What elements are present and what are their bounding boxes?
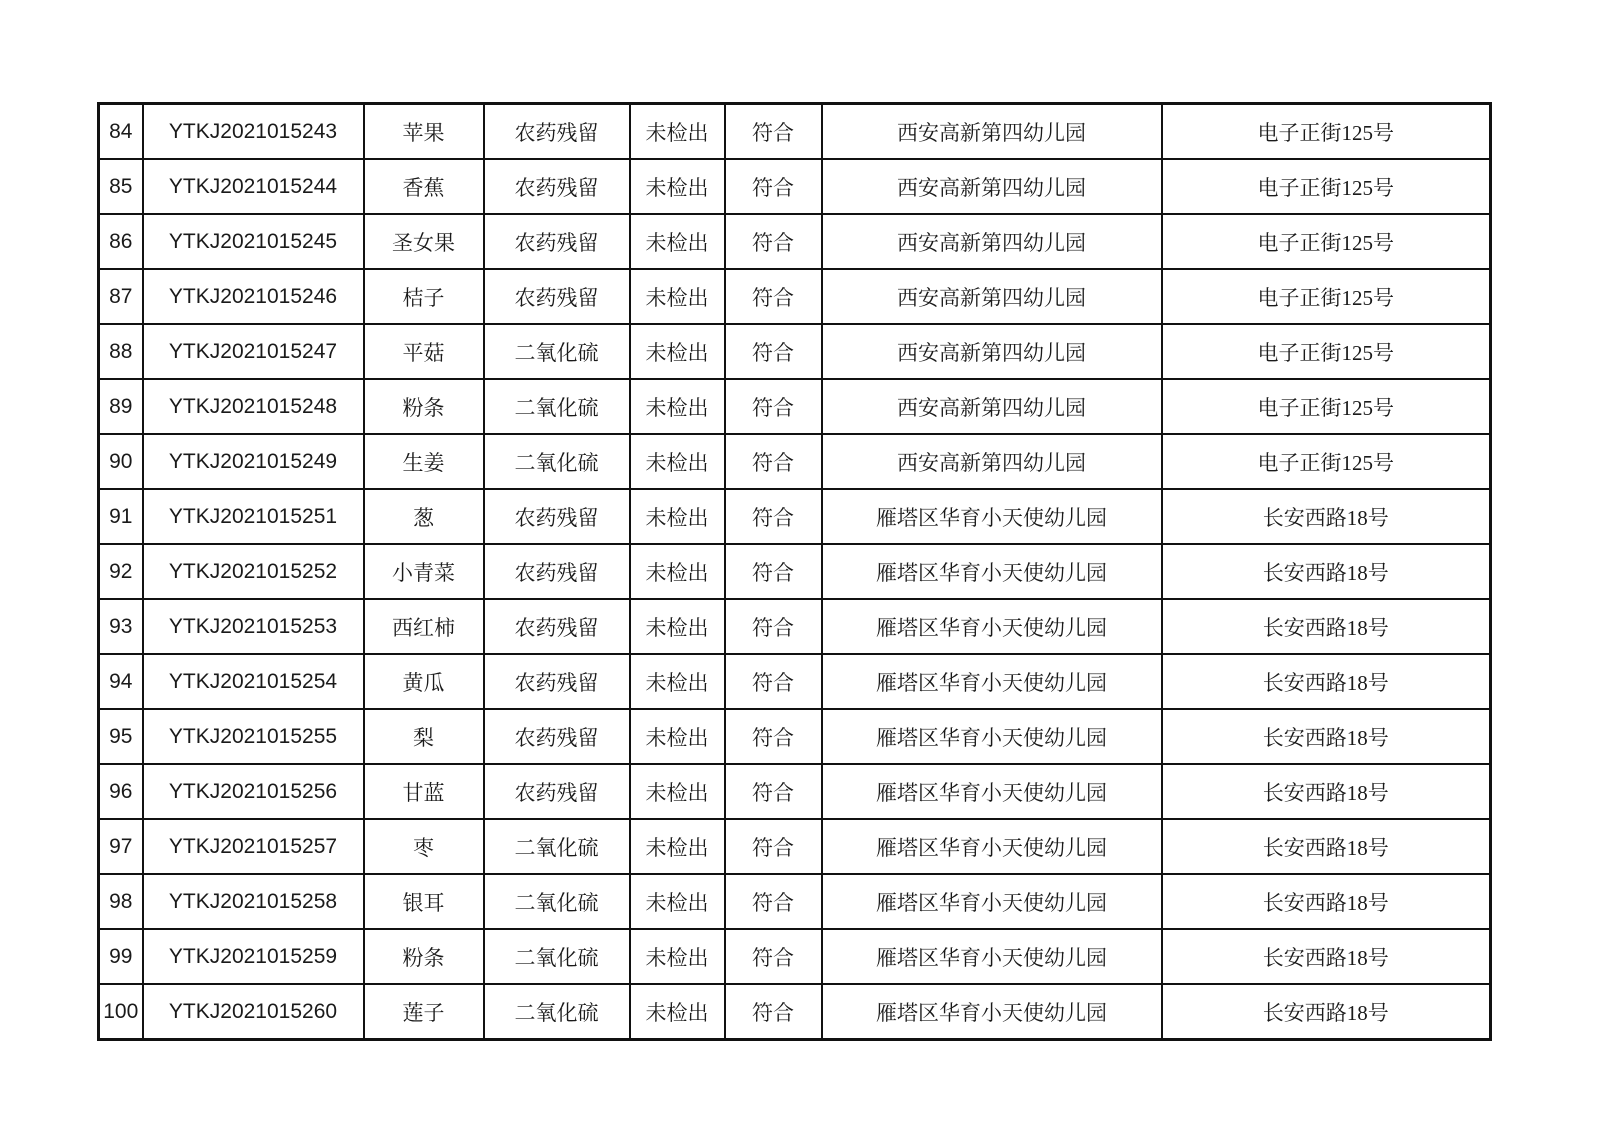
unit-address-cell: 电子正街125号 <box>1162 269 1491 324</box>
table-row <box>99 324 1491 379</box>
test-item-cell: 农药残留 <box>484 214 630 269</box>
table-row <box>99 984 1491 1040</box>
test-item-cell: 二氧化硫 <box>484 324 630 379</box>
inspected-unit-cell: 雁塔区华育小天使幼儿园 <box>822 544 1162 599</box>
table-row <box>99 489 1491 544</box>
test-item-cell: 二氧化硫 <box>484 819 630 874</box>
table-row <box>99 599 1491 654</box>
conclusion-cell: 符合 <box>725 984 822 1040</box>
table-row <box>99 544 1491 599</box>
sample-name-cell: 苹果 <box>364 104 484 160</box>
test-result-cell: 未检出 <box>630 929 725 984</box>
test-result-cell: 未检出 <box>630 269 725 324</box>
row-number-cell: 98 <box>99 874 143 929</box>
sample-code-cell: YTKJ2021015249 <box>143 434 364 489</box>
conclusion-cell: 符合 <box>725 654 822 709</box>
sample-name-cell: 枣 <box>364 819 484 874</box>
sample-code-cell: YTKJ2021015253 <box>143 599 364 654</box>
conclusion-cell: 符合 <box>725 379 822 434</box>
test-result-cell: 未检出 <box>630 379 725 434</box>
sample-code-cell: YTKJ2021015248 <box>143 379 364 434</box>
test-result-cell: 未检出 <box>630 214 725 269</box>
conclusion-cell: 符合 <box>725 544 822 599</box>
sample-name-cell: 甘蓝 <box>364 764 484 819</box>
row-number-cell: 91 <box>99 489 143 544</box>
sample-code-cell: YTKJ2021015247 <box>143 324 364 379</box>
test-item-cell: 农药残留 <box>484 159 630 214</box>
test-result-cell: 未检出 <box>630 874 725 929</box>
inspected-unit-cell: 西安高新第四幼儿园 <box>822 104 1162 160</box>
unit-address-cell: 长安西路18号 <box>1162 929 1491 984</box>
sample-name-cell: 圣女果 <box>364 214 484 269</box>
inspected-unit-cell: 雁塔区华育小天使幼儿园 <box>822 929 1162 984</box>
conclusion-cell: 符合 <box>725 159 822 214</box>
test-result-cell: 未检出 <box>630 489 725 544</box>
sample-code-cell: YTKJ2021015256 <box>143 764 364 819</box>
unit-address-cell: 长安西路18号 <box>1162 819 1491 874</box>
table-row <box>99 104 1491 160</box>
conclusion-cell: 符合 <box>725 874 822 929</box>
sample-code-cell: YTKJ2021015258 <box>143 874 364 929</box>
table-row <box>99 159 1491 214</box>
inspected-unit-cell: 雁塔区华育小天使幼儿园 <box>822 599 1162 654</box>
sample-name-cell: 葱 <box>364 489 484 544</box>
sample-code-cell: YTKJ2021015244 <box>143 159 364 214</box>
row-number-cell: 84 <box>99 104 143 160</box>
unit-address-cell: 电子正街125号 <box>1162 324 1491 379</box>
unit-address-cell: 长安西路18号 <box>1162 654 1491 709</box>
inspected-unit-cell: 西安高新第四幼儿园 <box>822 159 1162 214</box>
sample-name-cell: 香蕉 <box>364 159 484 214</box>
conclusion-cell: 符合 <box>725 709 822 764</box>
conclusion-cell: 符合 <box>725 214 822 269</box>
table-row <box>99 709 1491 764</box>
row-number-cell: 85 <box>99 159 143 214</box>
unit-address-cell: 电子正街125号 <box>1162 159 1491 214</box>
sample-name-cell: 黄瓜 <box>364 654 484 709</box>
unit-address-cell: 长安西路18号 <box>1162 764 1491 819</box>
table-row <box>99 214 1491 269</box>
conclusion-cell: 符合 <box>725 819 822 874</box>
inspected-unit-cell: 西安高新第四幼儿园 <box>822 379 1162 434</box>
conclusion-cell: 符合 <box>725 104 822 160</box>
conclusion-cell: 符合 <box>725 764 822 819</box>
unit-address-cell: 长安西路18号 <box>1162 874 1491 929</box>
inspected-unit-cell: 雁塔区华育小天使幼儿园 <box>822 819 1162 874</box>
test-result-cell: 未检出 <box>630 434 725 489</box>
test-item-cell: 二氧化硫 <box>484 379 630 434</box>
row-number-cell: 88 <box>99 324 143 379</box>
row-number-cell: 93 <box>99 599 143 654</box>
sample-name-cell: 桔子 <box>364 269 484 324</box>
row-number-cell: 86 <box>99 214 143 269</box>
table-row <box>99 654 1491 709</box>
conclusion-cell: 符合 <box>725 434 822 489</box>
conclusion-cell: 符合 <box>725 929 822 984</box>
test-result-cell: 未检出 <box>630 599 725 654</box>
sample-code-cell: YTKJ2021015260 <box>143 984 364 1040</box>
sample-code-cell: YTKJ2021015251 <box>143 489 364 544</box>
row-number-cell: 94 <box>99 654 143 709</box>
inspected-unit-cell: 西安高新第四幼儿园 <box>822 214 1162 269</box>
test-result-cell: 未检出 <box>630 709 725 764</box>
sample-name-cell: 粉条 <box>364 929 484 984</box>
sample-name-cell: 生姜 <box>364 434 484 489</box>
test-item-cell: 农药残留 <box>484 544 630 599</box>
row-number-cell: 92 <box>99 544 143 599</box>
test-item-cell: 农药残留 <box>484 599 630 654</box>
inspected-unit-cell: 雁塔区华育小天使幼儿园 <box>822 489 1162 544</box>
table-row <box>99 379 1491 434</box>
conclusion-cell: 符合 <box>725 269 822 324</box>
sample-code-cell: YTKJ2021015254 <box>143 654 364 709</box>
row-number-cell: 96 <box>99 764 143 819</box>
sample-code-cell: YTKJ2021015246 <box>143 269 364 324</box>
unit-address-cell: 电子正街125号 <box>1162 434 1491 489</box>
test-result-cell: 未检出 <box>630 104 725 160</box>
unit-address-cell: 长安西路18号 <box>1162 599 1491 654</box>
unit-address-cell: 长安西路18号 <box>1162 489 1491 544</box>
unit-address-cell: 长安西路18号 <box>1162 984 1491 1040</box>
table-row <box>99 819 1491 874</box>
sample-name-cell: 梨 <box>364 709 484 764</box>
test-item-cell: 二氧化硫 <box>484 984 630 1040</box>
sample-code-cell: YTKJ2021015257 <box>143 819 364 874</box>
inspected-unit-cell: 雁塔区华育小天使幼儿园 <box>822 764 1162 819</box>
test-result-cell: 未检出 <box>630 984 725 1040</box>
inspected-unit-cell: 雁塔区华育小天使幼儿园 <box>822 654 1162 709</box>
sample-name-cell: 西红柿 <box>364 599 484 654</box>
sample-code-cell: YTKJ2021015255 <box>143 709 364 764</box>
unit-address-cell: 电子正街125号 <box>1162 214 1491 269</box>
test-item-cell: 农药残留 <box>484 104 630 160</box>
sample-code-cell: YTKJ2021015259 <box>143 929 364 984</box>
row-number-cell: 100 <box>99 984 143 1040</box>
sample-name-cell: 粉条 <box>364 379 484 434</box>
test-item-cell: 二氧化硫 <box>484 929 630 984</box>
row-number-cell: 95 <box>99 709 143 764</box>
conclusion-cell: 符合 <box>725 599 822 654</box>
unit-address-cell: 长安西路18号 <box>1162 544 1491 599</box>
table-row <box>99 269 1491 324</box>
row-number-cell: 90 <box>99 434 143 489</box>
test-result-cell: 未检出 <box>630 324 725 379</box>
inspected-unit-cell: 西安高新第四幼儿园 <box>822 269 1162 324</box>
test-result-cell: 未检出 <box>630 819 725 874</box>
row-number-cell: 89 <box>99 379 143 434</box>
test-item-cell: 农药残留 <box>484 709 630 764</box>
test-result-cell: 未检出 <box>630 544 725 599</box>
table-row <box>99 929 1491 984</box>
inspected-unit-cell: 雁塔区华育小天使幼儿园 <box>822 874 1162 929</box>
test-result-cell: 未检出 <box>630 159 725 214</box>
inspection-results-table <box>97 102 1492 1041</box>
unit-address-cell: 电子正街125号 <box>1162 104 1491 160</box>
inspected-unit-cell: 西安高新第四幼儿园 <box>822 434 1162 489</box>
row-number-cell: 99 <box>99 929 143 984</box>
sample-code-cell: YTKJ2021015252 <box>143 544 364 599</box>
unit-address-cell: 电子正街125号 <box>1162 379 1491 434</box>
unit-address-cell: 长安西路18号 <box>1162 709 1491 764</box>
test-result-cell: 未检出 <box>630 764 725 819</box>
inspected-unit-cell: 雁塔区华育小天使幼儿园 <box>822 984 1162 1040</box>
table-row <box>99 764 1491 819</box>
row-number-cell: 97 <box>99 819 143 874</box>
test-result-cell: 未检出 <box>630 654 725 709</box>
sample-code-cell: YTKJ2021015243 <box>143 104 364 160</box>
test-item-cell: 农药残留 <box>484 764 630 819</box>
test-item-cell: 农药残留 <box>484 654 630 709</box>
sample-code-cell: YTKJ2021015245 <box>143 214 364 269</box>
conclusion-cell: 符合 <box>725 489 822 544</box>
table-row <box>99 874 1491 929</box>
sample-name-cell: 莲子 <box>364 984 484 1040</box>
table-row <box>99 434 1491 489</box>
inspected-unit-cell: 雁塔区华育小天使幼儿园 <box>822 709 1162 764</box>
inspected-unit-cell: 西安高新第四幼儿园 <box>822 324 1162 379</box>
conclusion-cell: 符合 <box>725 324 822 379</box>
row-number-cell: 87 <box>99 269 143 324</box>
results-table-body <box>99 104 1491 1040</box>
test-item-cell: 农药残留 <box>484 489 630 544</box>
sample-name-cell: 小青菜 <box>364 544 484 599</box>
sample-name-cell: 银耳 <box>364 874 484 929</box>
test-item-cell: 二氧化硫 <box>484 874 630 929</box>
test-item-cell: 二氧化硫 <box>484 434 630 489</box>
test-item-cell: 农药残留 <box>484 269 630 324</box>
sample-name-cell: 平菇 <box>364 324 484 379</box>
